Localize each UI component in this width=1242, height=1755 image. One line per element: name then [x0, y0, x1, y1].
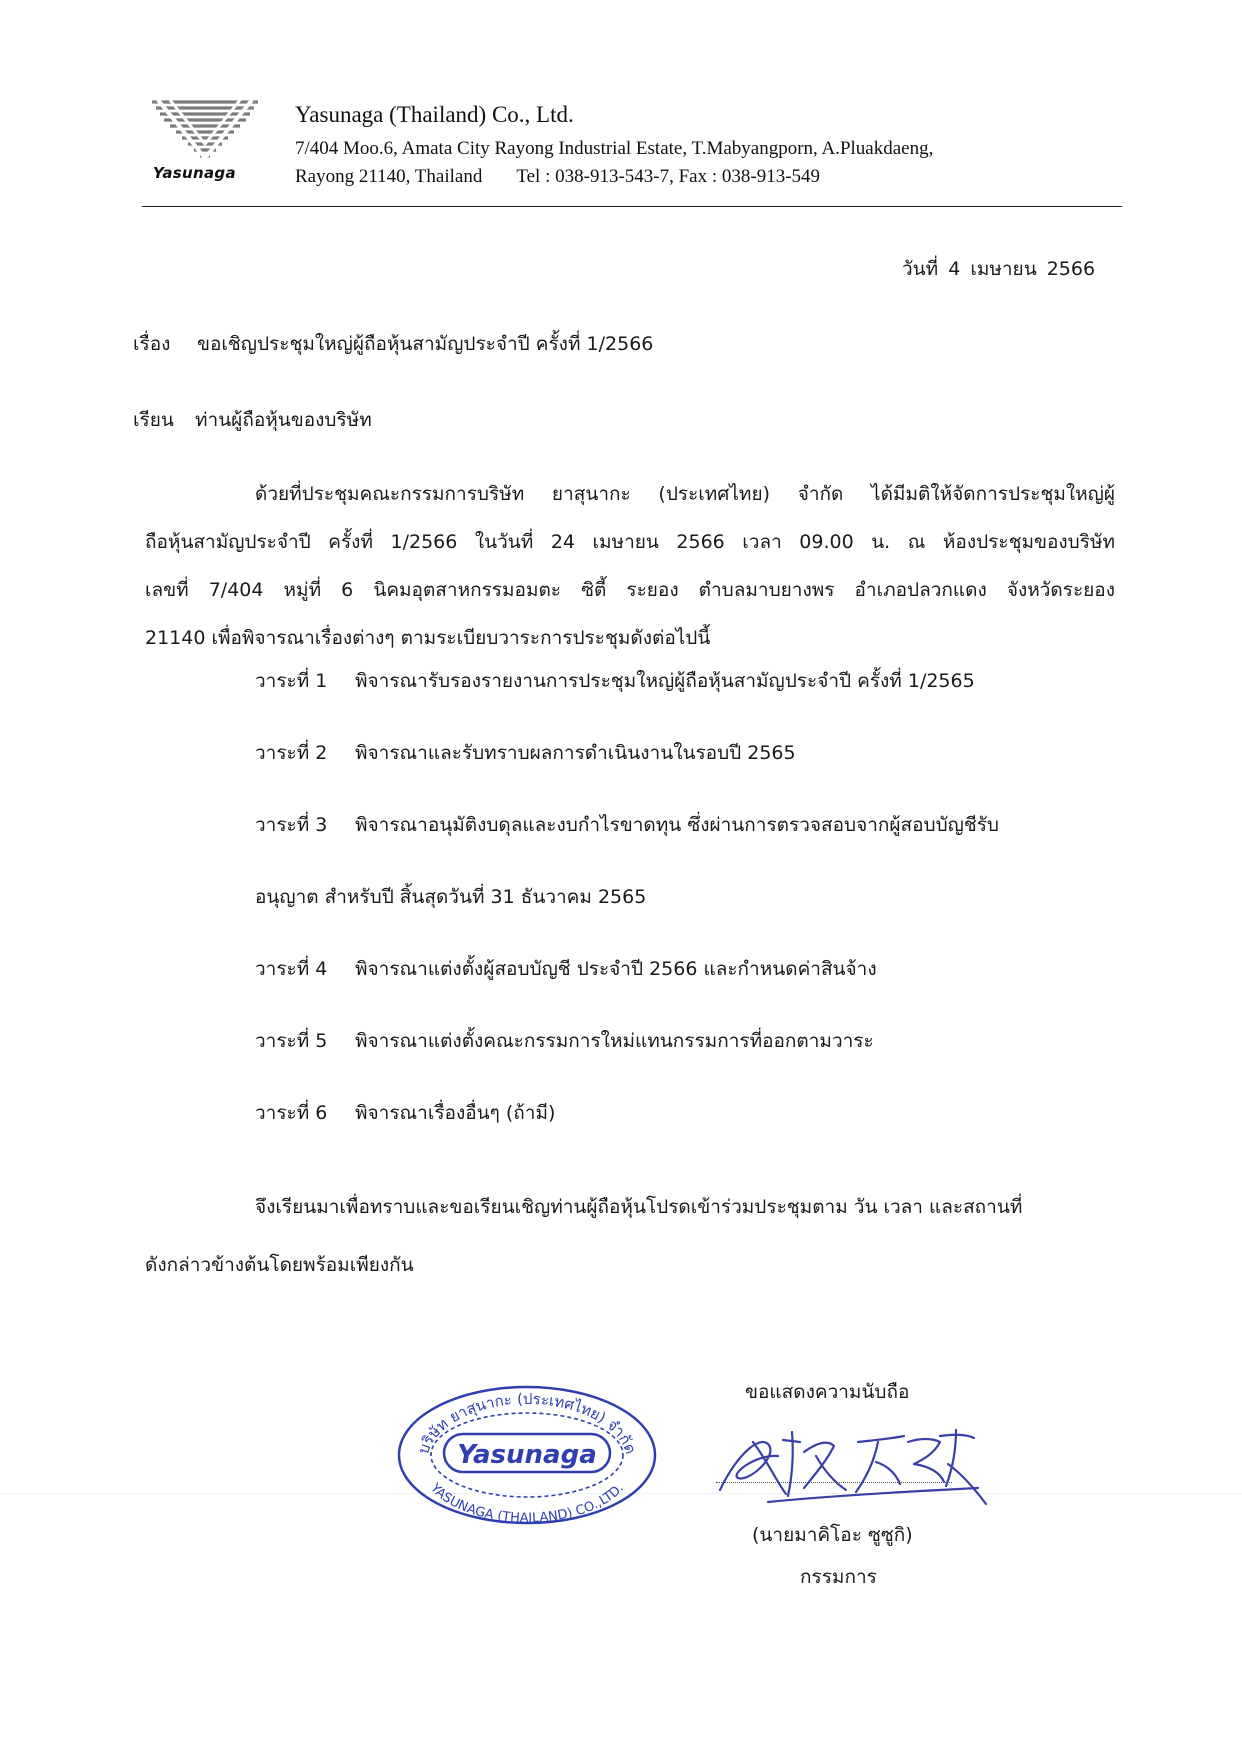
company-name: Yasunaga (Thailand) Co., Ltd. [295, 102, 574, 127]
handwritten-signature [708, 1412, 993, 1522]
agenda-number: วาระที่ 5 [255, 1030, 328, 1052]
header-divider [142, 206, 1122, 207]
salutation-label: เรียน [133, 409, 174, 431]
company-contact: Tel : 038-913-543-7, Fax : 038-913-549 [516, 166, 821, 187]
closing-line: ดังกล่าวข้างต้นโดยพร้อมเพียงกัน [145, 1254, 414, 1276]
intro-line: ด้วยที่ประชุมคณะกรรมการบริษัท ยาสุนากะ (ประเทศไทย) จำกัด ได้มีมติให้จัดการประชุมใหญ่ผู้ [255, 483, 1115, 505]
subject-text: ขอเชิญประชุมใหญ่ผู้ถือหุ้นสามัญประจำปี ครั้งที่ 1/2566 [197, 333, 654, 355]
agenda-text: พิจารณาอนุมัติงบดุลและงบกำไรขาดทุน ซึ่งผ่านการตรวจสอบจากผู้สอบบัญชีรับ [355, 814, 999, 836]
agenda-text: พิจารณารับรองรายงานการประชุมใหญ่ผู้ถือหุ้นสามัญประจำปี ครั้งที่ 1/2565 [355, 670, 975, 692]
subject-label: เรื่อง [133, 333, 171, 355]
salutation-text: ท่านผู้ถือหุ้นของบริษัท [195, 409, 372, 431]
seal-bottom-text: YASUNAGA (THAILAND) CO.,LTD. [427, 1480, 627, 1527]
intro-line: เลขที่ 7/404 หมู่ที่ 6 นิคมอุตสาหกรรมอมตะ ซิตี้ ระยอง ตำบลมาบยางพร อำเภอปลวกแดง จังหวัดระยอง [145, 579, 1115, 601]
company-seal [392, 1377, 662, 1527]
company-city: Rayong 21140, Thailand [295, 166, 483, 187]
agenda-text: พิจารณาแต่งตั้งคณะกรรมการใหม่แทนกรรมการที่ออกตามวาระ [355, 1030, 874, 1052]
logo-wordmark: Yasunaga [153, 164, 236, 182]
letter-date: วันที่ 4 เมษายน 2566 [902, 258, 1096, 280]
agenda-number: วาระที่ 1 [255, 670, 328, 692]
agenda-text: พิจารณาและรับทราบผลการดำเนินงานในรอบปี 2565 [355, 742, 796, 764]
closing-line: จึงเรียนมาเพื่อทราบและขอเรียนเชิญท่านผู้ถือหุ้นโปรดเข้าร่วมประชุมตาม วัน เวลา และสถานที่ [255, 1196, 1023, 1218]
seal-top-text: บริษัท ยาสุนากะ (ประเทศไทย) จำกัด [414, 1390, 640, 1457]
letter-subject [133, 329, 653, 359]
intro-line: ถือหุ้นสามัญประจำปี ครั้งที่ 1/2566 ในวันที่ 24 เมษายน 2566 เวลา 09.00 น. ณ ห้องประชุมของบริษัท [145, 531, 1115, 553]
closing-regards: ขอแสดงความนับถือ [745, 1381, 910, 1403]
agenda-number: วาระที่ 4 [255, 958, 328, 980]
agenda-number: วาระที่ 6 [255, 1102, 328, 1124]
agenda-list [255, 666, 1125, 1170]
intro-paragraph [145, 470, 1115, 662]
agenda-item [255, 1026, 1125, 1098]
signer-name: (นายมาคิโอะ ซูซูกิ) [752, 1524, 913, 1546]
agenda-item [255, 954, 1125, 1026]
signer-position: กรรมการ [800, 1566, 877, 1588]
agenda-item [255, 1098, 1125, 1170]
agenda-text: พิจารณาเรื่องอื่นๆ (ถ้ามี) [355, 1102, 556, 1124]
agenda-item [255, 810, 1125, 882]
company-address-line2 [295, 166, 820, 188]
agenda-number: วาระที่ 2 [255, 742, 328, 764]
agenda-continuation: อนุญาต สำหรับปี สิ้นสุดวันที่ 31 ธันวาคม 2565 [255, 886, 647, 908]
agenda-item [255, 666, 1125, 738]
intro-line: 21140 เพื่อพิจารณาเรื่องต่างๆ ตามระเบียบวาระการประชุมดังต่อไปนี้ [145, 627, 711, 649]
agenda-item [255, 738, 1125, 810]
seal-center-text: Yasunaga [457, 1440, 597, 1470]
agenda-number: วาระที่ 3 [255, 814, 328, 836]
letter-salutation [133, 405, 372, 435]
closing-paragraph [145, 1178, 1115, 1294]
agenda-text: พิจารณาแต่งตั้งผู้สอบบัญชี ประจำปี 2566 และกำหนดค่าสินจ้าง [355, 958, 877, 980]
company-address-line1: 7/404 Moo.6, Amata City Rayong Industrial Estate, T.Mabyangporn, A.Pluakdaeng, [295, 138, 934, 159]
